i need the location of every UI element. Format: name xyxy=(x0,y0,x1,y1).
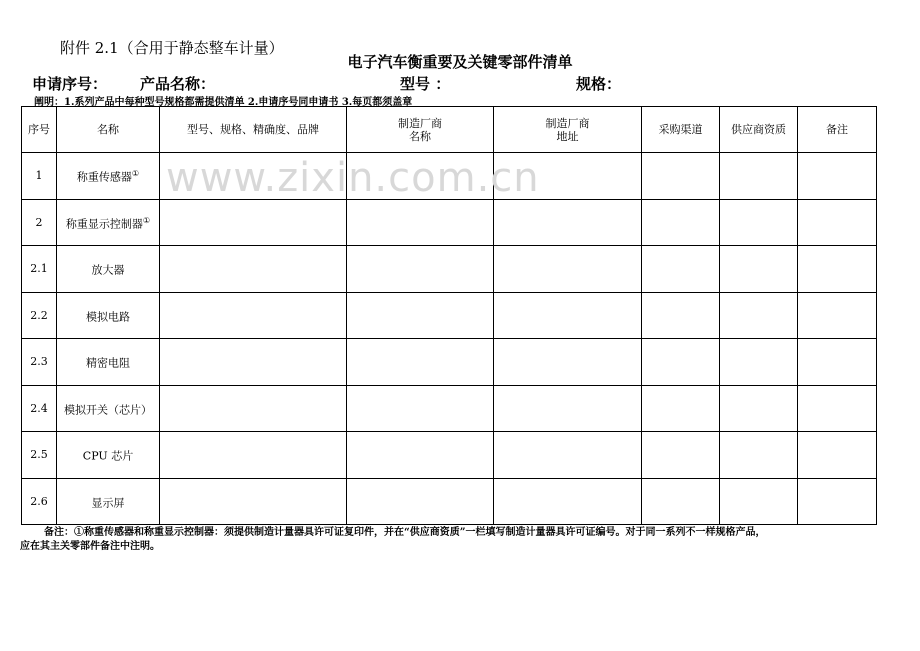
empty-cell xyxy=(347,385,494,432)
footer-line-1: 备注：①称重传感器和称重显示控制器：须提供制造计量器具许可证复印件，并在“供应商资质”一栏填写制造计量器具许可证编号。对于同一系列不一样规格产品， xyxy=(44,527,766,538)
empty-cell xyxy=(347,478,494,525)
empty-cell xyxy=(642,246,720,293)
empty-cell xyxy=(160,385,347,432)
part-name: CPU 芯片 xyxy=(82,450,134,464)
empty-cell xyxy=(160,432,347,479)
row-number: 2.6 xyxy=(22,478,57,525)
part-name-cell xyxy=(57,153,160,200)
empty-cell xyxy=(160,292,347,339)
empty-cell xyxy=(642,292,720,339)
empty-cell xyxy=(720,292,798,339)
empty-cell xyxy=(642,478,720,525)
empty-cell xyxy=(642,385,720,432)
row-number: 2.1 xyxy=(22,246,57,293)
empty-cell xyxy=(798,432,877,479)
spec-label: 规格： xyxy=(576,75,622,93)
empty-cell xyxy=(494,385,642,432)
empty-cell xyxy=(798,478,877,525)
column-header: 备注 xyxy=(798,107,877,153)
part-name-cell xyxy=(57,199,160,246)
table-row xyxy=(22,339,877,386)
column-header: 制造厂商 地址 xyxy=(494,107,642,153)
empty-cell xyxy=(494,478,642,525)
table-row xyxy=(22,478,877,525)
part-name: 称重显示控制器 xyxy=(65,217,143,231)
empty-cell xyxy=(798,385,877,432)
table-row xyxy=(22,246,877,293)
empty-cell xyxy=(347,246,494,293)
empty-cell xyxy=(720,246,798,293)
empty-cell xyxy=(494,292,642,339)
empty-cell xyxy=(347,199,494,246)
part-name: 精密电阻 xyxy=(86,357,130,371)
empty-cell xyxy=(160,478,347,525)
empty-cell xyxy=(494,432,642,479)
table-header-row xyxy=(22,107,877,153)
empty-cell xyxy=(798,153,877,200)
instructions-note: 阐明：1.系列产品中每种型号规格都需提供清单 2.申请序号同申请书 3.每页都须盖章 xyxy=(34,97,413,108)
empty-cell xyxy=(798,292,877,339)
empty-cell xyxy=(347,339,494,386)
row-number: 2 xyxy=(22,199,57,246)
empty-cell xyxy=(798,339,877,386)
part-name-cell xyxy=(57,432,160,479)
empty-cell xyxy=(160,339,347,386)
empty-cell xyxy=(642,153,720,200)
empty-cell xyxy=(720,385,798,432)
column-header: 制造厂商 名称 xyxy=(347,107,494,153)
empty-cell xyxy=(160,199,347,246)
part-name-cell xyxy=(57,478,160,525)
empty-cell xyxy=(720,432,798,479)
application-no-label: 申请序号： xyxy=(32,75,108,93)
empty-cell xyxy=(642,199,720,246)
empty-cell xyxy=(494,339,642,386)
table-row xyxy=(22,432,877,479)
product-name-label: 产品名称： xyxy=(140,75,216,93)
empty-cell xyxy=(642,339,720,386)
part-name: 模拟开关（芯片） xyxy=(64,403,152,417)
table-row xyxy=(22,199,877,246)
part-name-cell xyxy=(57,246,160,293)
table-row xyxy=(22,385,877,432)
footnote-mark: ① xyxy=(142,215,151,225)
column-header: 型号、规格、精确度、品牌 xyxy=(160,107,347,153)
empty-cell xyxy=(347,432,494,479)
footer-remark xyxy=(20,526,882,554)
part-name-cell xyxy=(57,339,160,386)
part-name-cell xyxy=(57,292,160,339)
column-header: 采购渠道 xyxy=(642,107,720,153)
empty-cell xyxy=(798,199,877,246)
column-header: 供应商资质 xyxy=(720,107,798,153)
empty-cell xyxy=(720,199,798,246)
row-number: 2.2 xyxy=(22,292,57,339)
attachment-label: 附件 2.1（合用于静态整车计量） xyxy=(60,39,284,57)
empty-cell xyxy=(642,432,720,479)
model-label: 型号 ： xyxy=(400,75,451,93)
part-name: 称重传感器 xyxy=(76,171,132,185)
table-row xyxy=(22,292,877,339)
document-title: 电子汽车衡重要及关键零部件清单 xyxy=(347,53,573,71)
empty-cell xyxy=(160,246,347,293)
part-name: 显示屏 xyxy=(91,496,125,510)
watermark: www.zixin.com.cn xyxy=(166,155,540,201)
row-number: 1 xyxy=(22,153,57,200)
column-header: 序号 xyxy=(22,107,57,153)
empty-cell xyxy=(798,246,877,293)
empty-cell xyxy=(720,478,798,525)
row-number: 2.5 xyxy=(22,432,57,479)
column-header: 名称 xyxy=(57,107,160,153)
empty-cell xyxy=(720,153,798,200)
empty-cell xyxy=(494,199,642,246)
row-number: 2.4 xyxy=(22,385,57,432)
part-name-cell xyxy=(57,385,160,432)
footer-line-2: 应在其主关零部件备注中注明。 xyxy=(20,541,160,552)
footnote-mark: ① xyxy=(131,169,140,179)
empty-cell xyxy=(494,246,642,293)
part-name: 放大器 xyxy=(91,264,125,278)
empty-cell xyxy=(720,339,798,386)
empty-cell xyxy=(347,292,494,339)
part-name: 模拟电路 xyxy=(86,310,130,324)
row-number: 2.3 xyxy=(22,339,57,386)
